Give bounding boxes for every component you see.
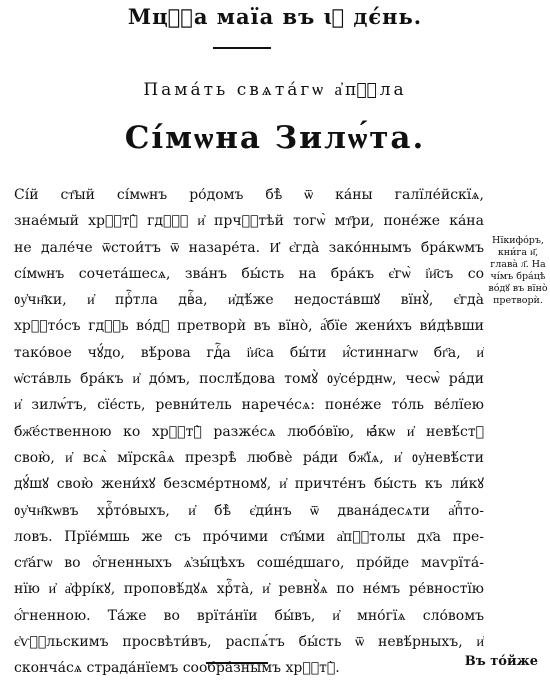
text-line-16: нїю и҆ а҆фрі́кꙋ, проповѣ́дꙋѧ хрⷭ҇та̀, и҆ ревнꙋ̀ѧ по не́мъ ре́вностїю (14, 581, 484, 598)
text-line-11: свою̀, и҆ всѧ̀ мїрска̑ѧ презрѣ̀ любвѐ ра́ди бж҃їѧ, и҆ ᲂу҆невѣ́сти (14, 449, 484, 466)
month-day-header: Мцⷭ҇а маїа въ ꙇ҃ дє́нь. (127, 4, 423, 29)
text-line-7: тако́вое чꙋ́до, вѣ́рова гдⷭ҇а і҆и҃са бы́ти и҆́стиннагѡ бг҃а, и҆ (14, 344, 484, 361)
text-line-14: ловъ. Прїе́мшь же съ про́чими ст҃ы́ми а҆пⷭ҇толы дх҃а пре- (14, 528, 484, 545)
hagiography-body (14, 182, 484, 682)
text-line-3: не дале́че ѿстои́тъ ѿ назаре́та. И҆ є҆гда̀ зако́ннымъ бра́кѡмъ (14, 239, 484, 256)
text-line-5: ᲂу҆чн҃ки, и҆ прⷭ҇тла двⷭ҇а, и҆дѣ́же недоста́вшꙋ вїнꙋ̀, є҆гда̀ (14, 292, 484, 309)
text-line-15: ст҃а́гѡ во ѻ҆́гненныхъ ѧ҆зы́цѣхъ соше́дшаго, про́йде маѵрїта́- (14, 555, 484, 572)
text-line-8: ѡ҆ста́вль бра́къ и҆ до́мъ, послѣ́дова томꙋ̀ ᲂу҆се́рднѡ, чесѡ̀ ра́ди (14, 371, 484, 388)
commemoration-subtitle: Пама́ть свѧта́гѡ а҆пⷭ҇ла (143, 80, 407, 100)
catchword: Въ то́йже (464, 654, 538, 669)
margin-note: Нїкифо́ръ, кни́га и҃, глава̀ л҃. На чі́мъ бра́цѣ во́дꙋ въ вїно̀ претворѝ. (488, 235, 548, 306)
text-line-12: дꙋ́шꙋ свою̀ жени́хꙋ безсме́ртномꙋ, и҆ причте́нъ бы́сть къ ли́кꙋ (14, 476, 484, 493)
text-line-1 (14, 182, 484, 208)
text-line-9: и҆ зилѡ́тъ, сїе́сть, ревни́тель нарече́сѧ: поне́же то́ль ве́лїею (14, 397, 484, 414)
text-line-19: сконча́сѧ страда́нїемъ сообра́знымъ хрⷭ҇тꙋ̀. (14, 660, 340, 677)
header-divider (213, 47, 271, 49)
closing-divider (206, 662, 268, 664)
saint-title: Сі́мѡна Зилѡ́та. (124, 120, 426, 156)
text-line-10: бж҃е́ственною ко хрⷭ҇тꙋ̀ разже́сѧ любо́вїю, ꙗ҆́кѡ и҆ невѣ́стꙋ (14, 423, 484, 440)
text-line-2: знае́мый хрⷭ҇тꙋ̀ гдⷭ҇ꙋ и҆ прчⷭ҇тѣй тогѡ̀ мт҃ри, поне́же ка́на (14, 213, 484, 230)
text-line-4: сі́мѡнъ сочета́шесѧ, зва́нъ бы́сть на бра́къ є҆гѡ̀ і҆и҃съ со (14, 265, 484, 282)
text-line-13: ᲂу҆чн҃кѡвъ хрⷭ҇то́выхъ, и҆ бѣ̀ є҆ди́нъ ѿ двана́десѧти а҆пⷭ҇то- (14, 502, 484, 519)
text-line-18: є҆ѵⷢ҇льскимъ просвѣти́въ, распѧ́тъ бы́сть ѿ невѣ́рныхъ, и҆ (14, 634, 484, 651)
text-line-17: ѻ҆́гненною. Та́же во врїта́нїи бы́въ, и҆ мно́гїѧ сло́вомъ (14, 607, 484, 624)
text-line-6: хрⷭ҇то́съ гдⷭ҇ь во́дꙋ претворѝ въ вїно̀, а҆́бїе жени́хъ ви́дѣвши (14, 318, 484, 335)
text-line: Сі́й ст҃ый сі́мѡнъ ро́домъ бѣ̀ ѿ ка́ны галїле́йскїѧ, (14, 187, 484, 203)
